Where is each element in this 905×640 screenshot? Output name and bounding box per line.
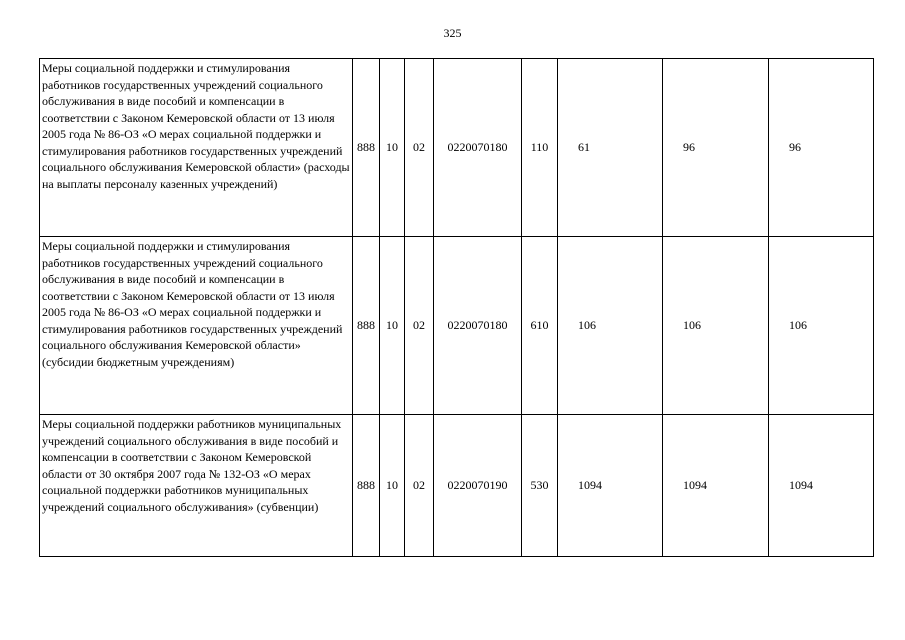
section-code: 10 [380, 415, 405, 557]
budget-table [39, 58, 874, 557]
amount-year-3: 96 [769, 59, 874, 237]
section-code: 10 [380, 237, 405, 415]
ministry-code: 888 [353, 415, 380, 557]
table-row [40, 415, 874, 557]
expense-type-code: 110 [522, 59, 558, 237]
row-description: Меры социальной поддержки работников муниципальных учреждений социального обслуживания в виде пособий и компенсации в соответствии с Законом Кемеровской области от 30 октября 2007 года № 132-ОЗ «О мерах социальной поддержки работников муниципальных учреждений социального обслуживания» (субвенции) [40, 415, 353, 557]
subsection-code: 02 [405, 237, 434, 415]
row-description: Меры социальной поддержки и стимулирования работников государственных учреждений социального обслуживания в виде пособий и компенсации в соответствии с Законом Кемеровской области от 13 июля 2005 года № 86-ОЗ «О мерах социальной поддержки и стимулирования работников государственных учреждений социального обслуживания Кемеровской области» (субсидии бюджетным учреждениям) [40, 237, 353, 415]
subsection-code: 02 [405, 415, 434, 557]
amount-year-1: 106 [558, 237, 663, 415]
target-article-code: 0220070180 [434, 237, 522, 415]
amount-year-3: 106 [769, 237, 874, 415]
amount-year-2: 96 [663, 59, 769, 237]
amount-year-2: 1094 [663, 415, 769, 557]
row-description: Меры социальной поддержки и стимулирования работников государственных учреждений социального обслуживания в виде пособий и компенсации в соответствии с Законом Кемеровской области от 13 июля 2005 года № 86-ОЗ «О мерах социальной поддержки и стимулирования работников государственных учреждений социального обслуживания Кемеровской области» (расходы на выплаты персоналу казенных учреждений) [40, 59, 353, 237]
amount-year-1: 61 [558, 59, 663, 237]
expense-type-code: 530 [522, 415, 558, 557]
subsection-code: 02 [405, 59, 434, 237]
table-row [40, 237, 874, 415]
target-article-code: 0220070180 [434, 59, 522, 237]
amount-year-3: 1094 [769, 415, 874, 557]
expense-type-code: 610 [522, 237, 558, 415]
page-number: 325 [443, 26, 462, 40]
amount-year-1: 1094 [558, 415, 663, 557]
target-article-code: 0220070190 [434, 415, 522, 557]
ministry-code: 888 [353, 237, 380, 415]
amount-year-2: 106 [663, 237, 769, 415]
section-code: 10 [380, 59, 405, 237]
table-row [40, 59, 874, 237]
ministry-code: 888 [353, 59, 380, 237]
